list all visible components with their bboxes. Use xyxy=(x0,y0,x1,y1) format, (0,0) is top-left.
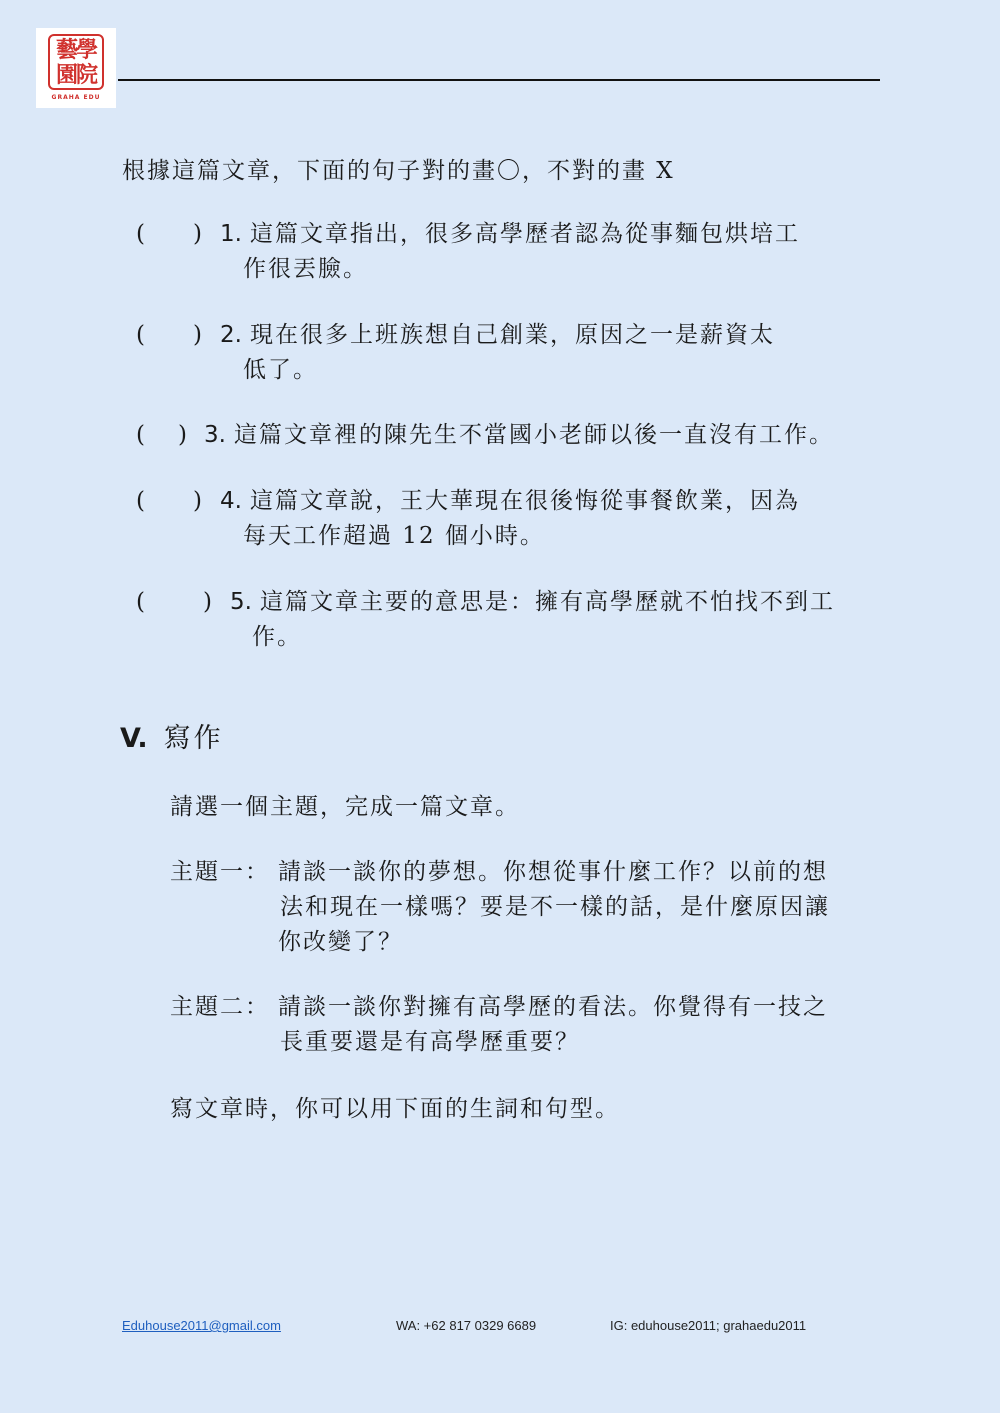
answer-paren-open[interactable]: ( xyxy=(136,488,147,514)
logo-caption: GRAHA EDU xyxy=(51,94,101,101)
answer-paren-close: ) xyxy=(193,221,204,247)
answer-paren-open[interactable]: ( xyxy=(136,422,147,448)
topic-1-line-2: 法和現在一樣嗎？要是不一樣的話，是什麼原因讓 xyxy=(280,894,830,920)
email-link[interactable]: Eduhouse2011@gmail.com xyxy=(122,1318,281,1333)
logo-seal: 藝學 園院 xyxy=(48,34,104,90)
topic-1-line-3: 你改變了？ xyxy=(278,929,403,955)
answer-paren-close: ) xyxy=(203,589,214,615)
answer-paren-open[interactable]: ( xyxy=(136,221,147,247)
question-2 xyxy=(136,318,896,390)
writing-closing: 寫文章時，你可以用下面的生詞和句型。 xyxy=(170,1096,620,1122)
question-text-cont: 低了。 xyxy=(243,357,318,383)
question-number: 4. xyxy=(220,488,242,514)
question-5 xyxy=(136,585,896,657)
question-1 xyxy=(136,217,896,289)
question-number: 2. xyxy=(220,322,242,348)
question-text-cont: 作。 xyxy=(252,624,302,650)
section-heading xyxy=(120,716,224,755)
question-text-cont: 作很丟臉。 xyxy=(243,256,368,282)
question-3 xyxy=(136,418,896,454)
instruction: 根據這篇文章，下面的句子對的畫〇，不對的畫 X xyxy=(122,158,675,184)
question-number: 1. xyxy=(220,221,242,247)
question-number: 5. xyxy=(230,589,252,615)
question-4 xyxy=(136,484,896,556)
footer-instagram: IG: eduhouse2011; grahaedu2011 xyxy=(610,1318,807,1333)
header-rule xyxy=(118,79,880,81)
answer-paren-close: ) xyxy=(178,422,189,448)
question-text: 這篇文章指出，很多高學歷者認為從事麵包烘培工 xyxy=(250,221,800,247)
logo xyxy=(36,28,116,108)
writing-intro: 請選一個主題，完成一篇文章。 xyxy=(170,794,520,820)
answer-paren-open[interactable]: ( xyxy=(136,589,147,615)
question-text-cont: 每天工作超過 12 個小時。 xyxy=(243,523,545,549)
question-text: 這篇文章主要的意思是：擁有高學歷就不怕找不到工 xyxy=(260,589,835,615)
topic-2-line-2: 長重要還是有高學歷重要？ xyxy=(280,1029,580,1055)
question-text: 這篇文章裡的陳先生不當國小老師以後一直沒有工作。 xyxy=(234,422,834,448)
question-text: 這篇文章說，王大華現在很後悔從事餐飲業，因為 xyxy=(250,488,800,514)
footer-email[interactable] xyxy=(122,1318,281,1333)
answer-paren-close: ) xyxy=(193,488,204,514)
question-number: 3. xyxy=(204,422,226,448)
section-title: 寫作 xyxy=(163,723,224,754)
topic-1-label: 主題一： xyxy=(170,859,270,885)
topic-1-line-1: 請談一談你的夢想。你想從事什麼工作？以前的想 xyxy=(278,859,828,885)
footer-whatsapp: WA: +62 817 0329 6689 xyxy=(396,1318,537,1333)
section-number: V. xyxy=(120,723,148,754)
answer-paren-close: ) xyxy=(193,322,204,348)
question-text: 現在很多上班族想自己創業，原因之一是薪資太 xyxy=(250,322,775,348)
answer-paren-open[interactable]: ( xyxy=(136,322,147,348)
topic-2-line-1: 請談一談你對擁有高學歷的看法。你覺得有一技之 xyxy=(278,994,828,1020)
topic-2-label: 主題二： xyxy=(170,994,270,1020)
